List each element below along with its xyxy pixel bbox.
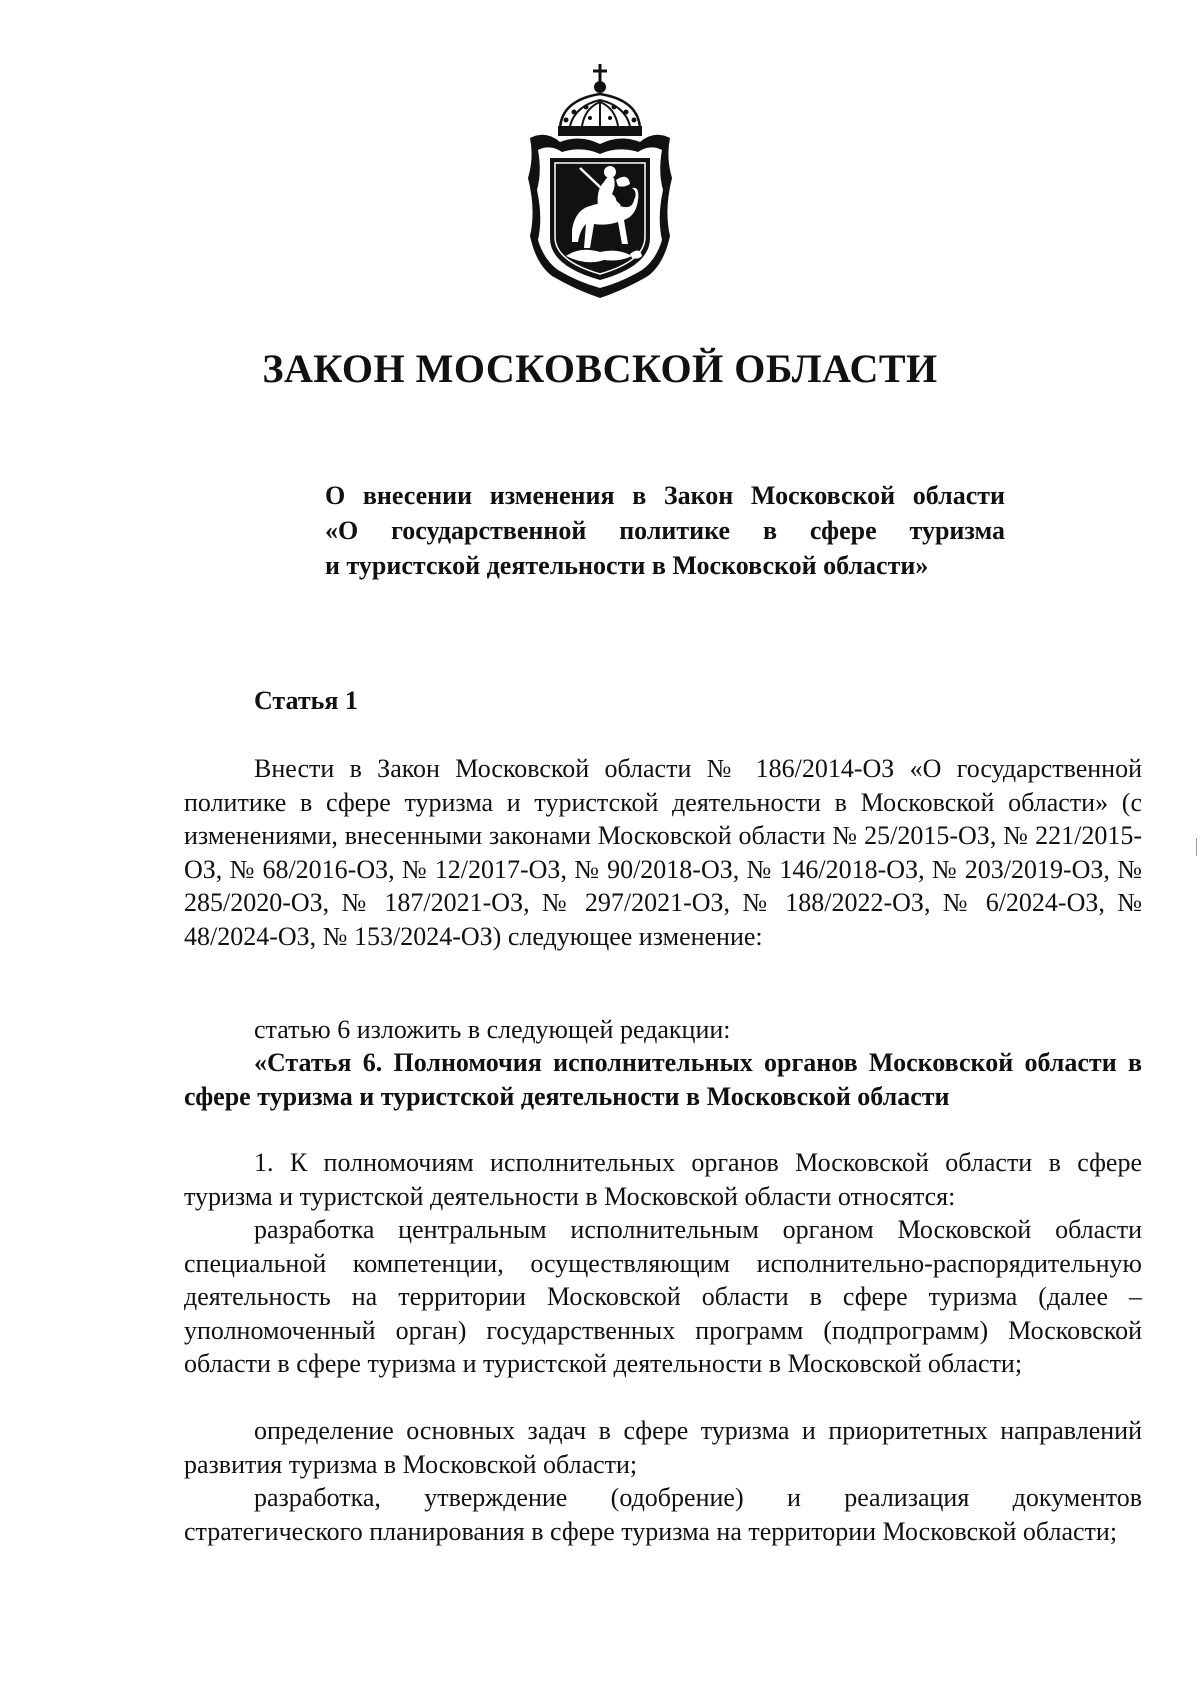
- law-subtitle: [325, 478, 1005, 583]
- law-title: ЗАКОН МОСКОВСКОЙ ОБЛАСТИ: [262, 346, 938, 391]
- article-6-heading: «Статья 6. Полномочия исполнительных органов Московской области в сфере туризма и туристской деятельности в Московской области: [184, 1048, 1142, 1111]
- paragraph-tasks: определение основных задач в сфере туризма и приоритетных направлений развития туризма в Московской области;: [184, 1416, 1142, 1479]
- subtitle-line: «О государственной политике в сфере туризма: [325, 516, 1005, 545]
- scan-margin-mark: [1196, 838, 1197, 856]
- paragraph-development: разработка центральным исполнительным органом Московской области специальной компетенции, осуществляющим исполнительно-распорядительную деятельность на территории Московской области в сфере туризма (далее – уполномоченный орган) государственных программ (подпрограмм) Московской области в сфере туризма и туристской деятельности в Московской области;: [184, 1215, 1142, 1378]
- paragraph-amendment: Внести в Закон Московской области № 186/2014-ОЗ «О государственной политике в сфере туризма и туристской деятельности в Московской области» (с изменениями, внесенными законами Московской области № 25/2015-ОЗ, № 221/2015-ОЗ, № 68/2016-ОЗ, № 12/2017-ОЗ, № 90/2018-ОЗ, № 146/2018-ОЗ, № 203/2019-ОЗ, № 285/2020-ОЗ, № 187/2021-ОЗ, № 297/2021-ОЗ, № 188/2022-ОЗ, № 6/2024-ОЗ, № 48/2024-ОЗ, № 153/2024-ОЗ) следующее изменение:: [184, 754, 1142, 951]
- coat-of-arms-icon: [520, 60, 680, 300]
- subtitle-line: и туристской деятельности в Московской области»: [325, 551, 929, 580]
- subtitle-line: О внесении изменения в Закон Московской области: [325, 481, 1005, 510]
- paragraph-strategic-planning: разработка, утверждение (одобрение) и реализация документов стратегического планирования в сфере туризма на территории Московской области;: [184, 1483, 1142, 1546]
- paragraph-instruction: статью 6 изложить в следующей редакции:: [254, 1015, 731, 1044]
- article-heading: Статья 1: [254, 686, 358, 715]
- paragraph-powers-intro: 1. К полномочиям исполнительных органов Московской области в сфере туризма и туристской деятельности в Московской области относятся:: [184, 1148, 1142, 1211]
